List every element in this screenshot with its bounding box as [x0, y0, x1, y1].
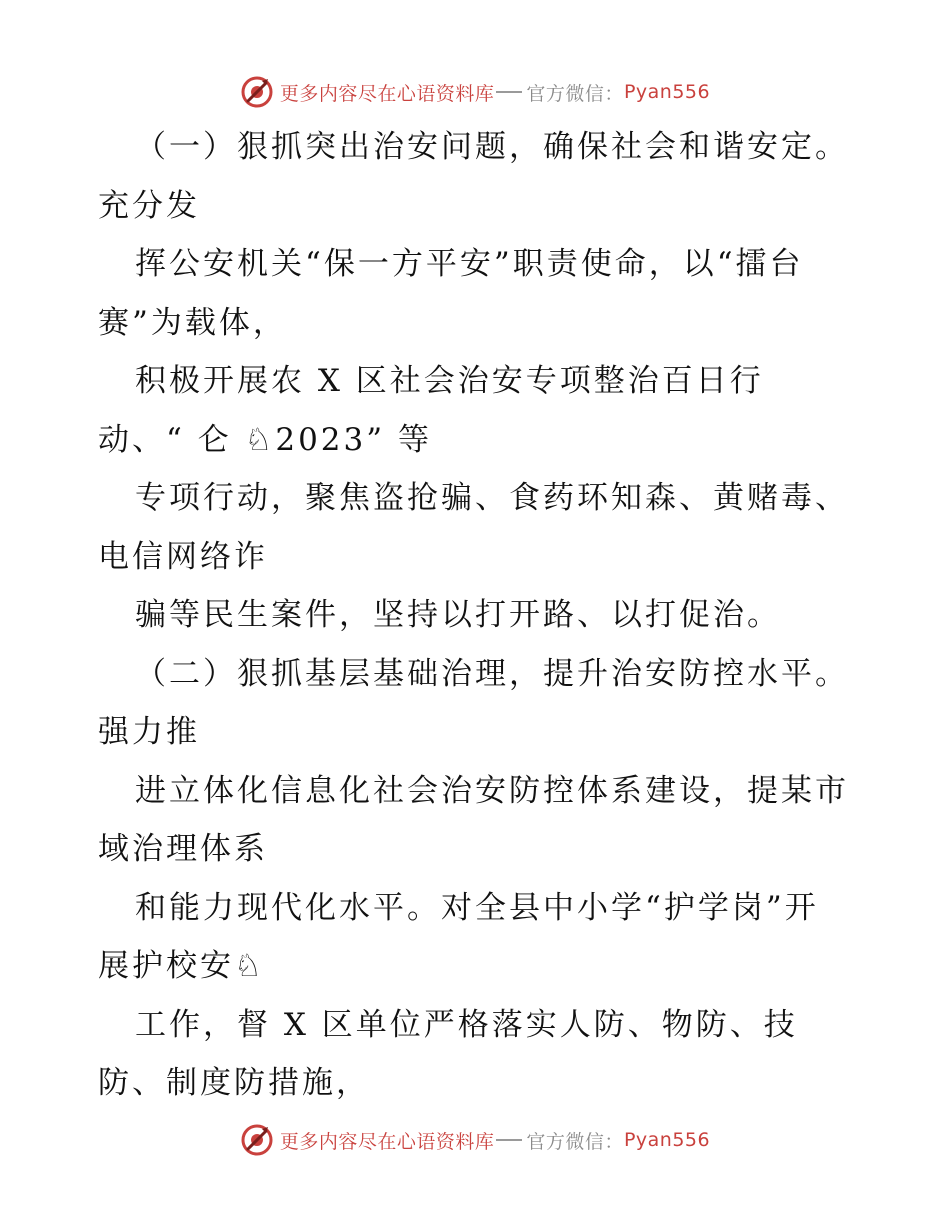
text-line: （二）狠抓基层基础治理，提升治安防控水平。: [135, 655, 849, 692]
header-watermark: [0, 72, 950, 112]
text-line: 赛”为载体，: [98, 304, 287, 341]
watermark-divider: [496, 1139, 522, 1141]
watermark-brand: 更多内容尽在心语资料库: [279, 1130, 495, 1153]
text-line: （一）狠抓突出治安问题，确保社会和谐安定。: [135, 129, 849, 165]
text-line: 域治理体系: [98, 831, 268, 867]
brand-logo-icon: [240, 75, 274, 109]
text-line: 挥公安机关“保一方平安”职责使命，以“擂台: [135, 246, 804, 282]
text-line: 进立体化信息化社会治安防控体系建设，提某市: [135, 772, 849, 809]
watermark-brand: 更多内容尽在心语资料库: [279, 82, 495, 105]
text-line: 动、“ 仑 ♘2023” 等: [98, 421, 432, 458]
text-line: 积极开展农 X 区社会治安专项整治百日行: [135, 363, 764, 399]
text-line: 防、制度防措施，: [98, 1065, 370, 1101]
brand-logo-icon: [240, 1123, 274, 1157]
watermark-account: Pyan556: [623, 81, 711, 103]
footer-watermark: [0, 1120, 950, 1160]
text-line: 和能力现代化水平。对全县中小学“护学岗”开: [135, 889, 819, 926]
watermark-account: Pyan556: [623, 1129, 711, 1151]
text-line: 骗等民生案件，坚持以打开路、以打促治。: [135, 597, 781, 633]
text-line: 展护校安♘: [98, 948, 265, 984]
text-line: 强力推: [98, 714, 200, 750]
text-line: 专项行动，聚焦盗抢骗、食药环知森、黄赌毒、: [135, 480, 849, 516]
text-line: 工作，督 X 区单位严格落实人防、物防、技: [135, 1006, 798, 1043]
text-line: 充分发: [98, 187, 200, 224]
document-body: [98, 118, 858, 1113]
watermark-official-label: 官方微信：: [526, 82, 624, 105]
watermark-divider: [496, 91, 522, 93]
watermark-official-label: 官方微信：: [526, 1130, 624, 1153]
text-line: 电信网络诈: [98, 538, 268, 575]
